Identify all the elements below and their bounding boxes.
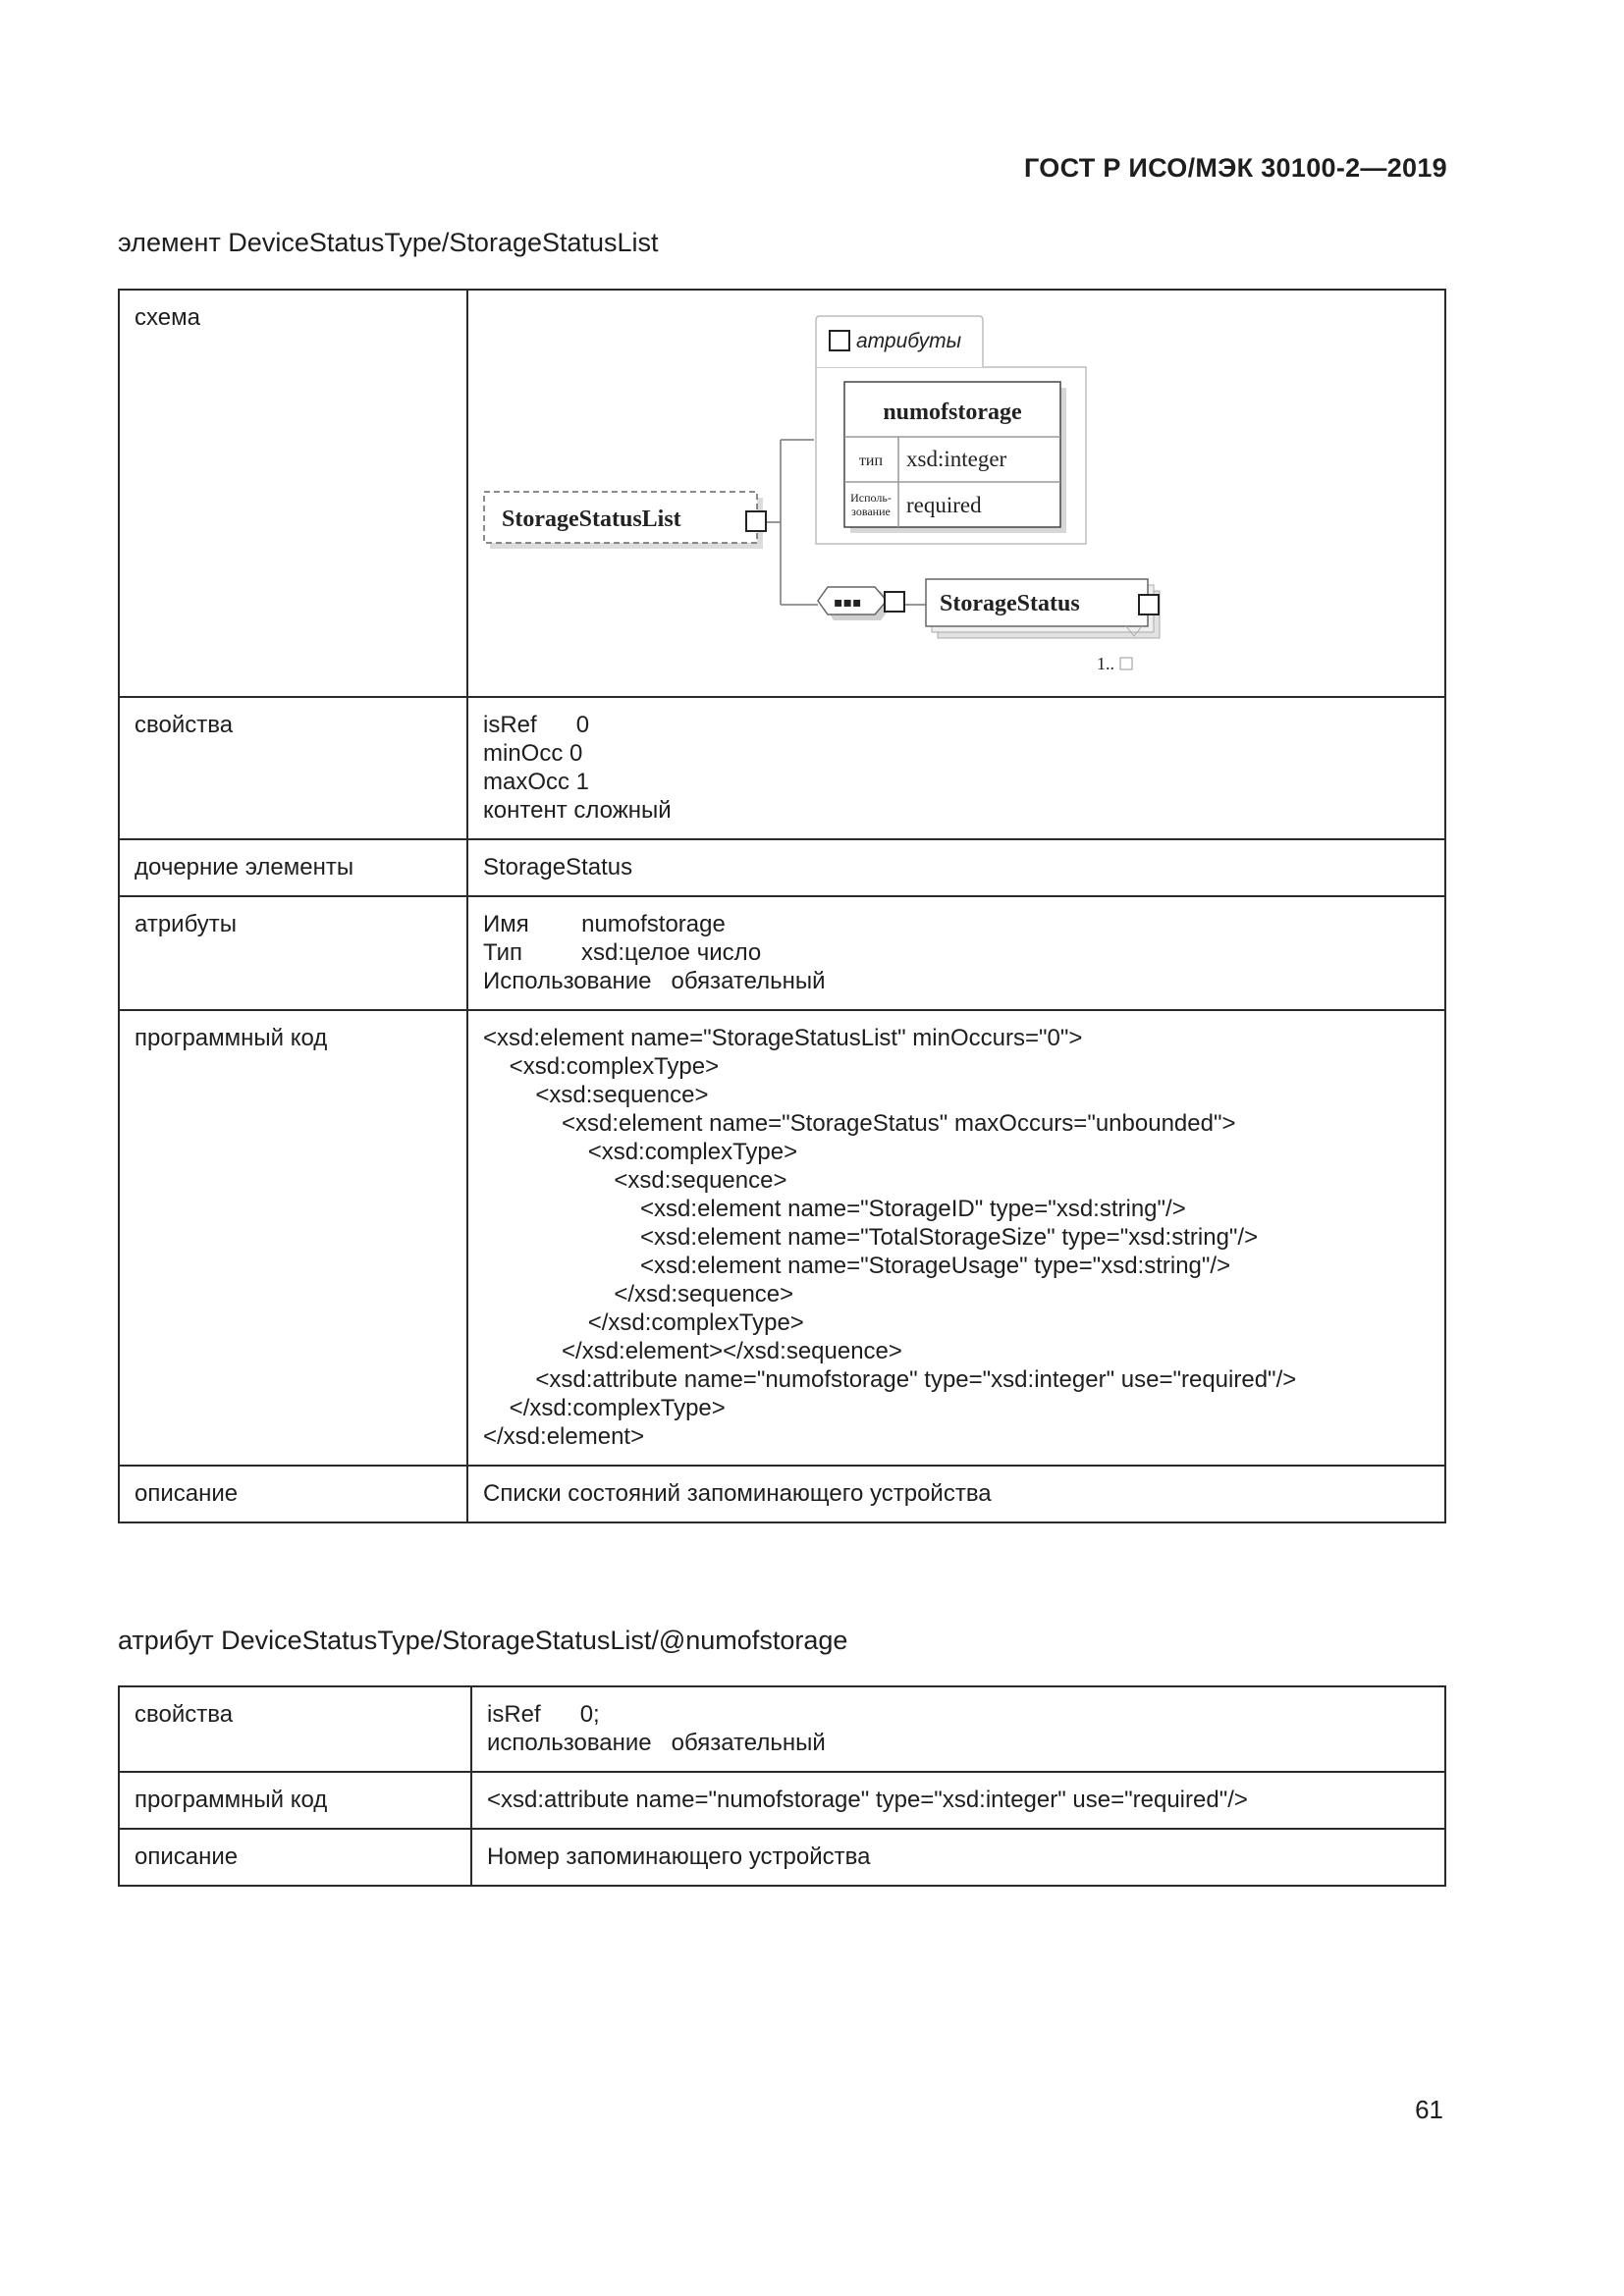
- schema-row: [119, 290, 1445, 697]
- children-label: дочерние элементы: [119, 839, 467, 896]
- attr-description-value: Номер запоминающего устройства: [471, 1829, 1445, 1886]
- attr-properties-label: свойства: [119, 1686, 471, 1772]
- attribute-usage-label-2: зование: [851, 505, 891, 518]
- attribute-name: numofstorage: [883, 400, 1022, 425]
- attributes-row: [119, 896, 1445, 1010]
- properties-label: свойства: [119, 697, 467, 839]
- code-line: </xsd:complexType>: [483, 1395, 726, 1421]
- description-row: [119, 1466, 1445, 1522]
- attr-code-value: <xsd:attribute name="numofstorage" type="xsd:integer" use="required"/>: [471, 1772, 1445, 1829]
- attr-description-row: [119, 1829, 1445, 1886]
- attr-properties-value: [471, 1686, 1445, 1772]
- code-line: </xsd:element>: [483, 1423, 645, 1450]
- root-element-node: [484, 492, 766, 549]
- sequence-symbol: ▪▪▪: [834, 595, 862, 611]
- child-element-node: [926, 579, 1160, 673]
- code-line: <xsd:element name="TotalStorageSize" type="xsd:string"/>: [483, 1224, 1259, 1251]
- attr-properties-row: [119, 1686, 1445, 1772]
- code-row: [119, 1010, 1445, 1466]
- document-standard-header: ГОСТ Р ИСО/МЭК 30100-2—2019: [1024, 153, 1447, 183]
- code-line: </xsd:sequence>: [483, 1281, 794, 1308]
- code-line: <xsd:element name="StorageStatus" maxOccurs="unbounded">: [483, 1110, 1236, 1137]
- attribute-line: Имя numofstorage: [483, 911, 726, 937]
- code-line: <xsd:element name="StorageID" type="xsd:string"/>: [483, 1196, 1186, 1222]
- attr-description-label: описание: [119, 1829, 471, 1886]
- attributes-expand-icon: [830, 331, 849, 350]
- code-line: <xsd:sequence>: [483, 1167, 787, 1194]
- code-line: <xsd:sequence>: [483, 1082, 709, 1108]
- attributes-tab-label: атрибуты: [856, 330, 962, 352]
- schema-diagram: [468, 291, 1450, 696]
- attribute-properties-table: [118, 1685, 1446, 1887]
- attribute-type-value: xsd:integer: [906, 447, 1007, 471]
- code-value: [467, 1010, 1445, 1466]
- attribute-line: Использование обязательный: [483, 968, 826, 994]
- attribute-usage-label-1: Исполь-: [850, 491, 892, 505]
- child-expand-icon: [1139, 595, 1159, 614]
- element-properties-table: [118, 289, 1446, 1523]
- property-line: контент сложный: [483, 797, 672, 824]
- properties-value: [467, 697, 1445, 839]
- attributes-label: атрибуты: [119, 896, 467, 1010]
- root-expand-icon: [746, 511, 766, 531]
- attr-property-line: использование обязательный: [487, 1730, 826, 1756]
- code-line: <xsd:complexType>: [483, 1139, 798, 1165]
- code-label: программный код: [119, 1010, 467, 1466]
- code-line: </xsd:element></xsd:sequence>: [483, 1338, 902, 1364]
- property-line: maxOcc 1: [483, 769, 590, 795]
- children-value: StorageStatus: [467, 839, 1445, 896]
- attr-code-label: программный код: [119, 1772, 471, 1829]
- schema-diagram-cell: [467, 290, 1445, 697]
- description-value: Списки состояний запоминающего устройства: [467, 1466, 1445, 1522]
- sequence-compositor: [818, 587, 904, 620]
- code-line: <xsd:element name="StorageStatusList" minOccurs="0">: [483, 1025, 1083, 1051]
- page-number: 61: [1415, 2095, 1443, 2124]
- code-line: <xsd:attribute name="numofstorage" type="xsd:integer" use="required"/>: [483, 1366, 1297, 1393]
- attribute-section-title: атрибут DeviceStatusType/StorageStatusList/@numofstorage: [118, 1626, 848, 1655]
- code-line: </xsd:complexType>: [483, 1309, 804, 1336]
- property-line: isRef 0: [483, 712, 590, 738]
- sequence-expand-icon: [885, 592, 904, 612]
- attr-code-row: [119, 1772, 1445, 1829]
- attribute-type-label: тип: [858, 453, 884, 469]
- code-line: <xsd:complexType>: [483, 1053, 720, 1080]
- properties-row: [119, 697, 1445, 839]
- description-label: описание: [119, 1466, 467, 1522]
- attribute-usage-value: required: [906, 493, 982, 517]
- root-element-name: StorageStatusList: [502, 507, 681, 532]
- attributes-value: [467, 896, 1445, 1010]
- property-line: minOcc 0: [483, 740, 583, 767]
- code-line: <xsd:element name="StorageUsage" type="xsd:string"/>: [483, 1253, 1231, 1279]
- element-section-title: элемент DeviceStatusType/StorageStatusList: [118, 228, 659, 257]
- attribute-line: Тип xsd:целое число: [483, 939, 762, 966]
- schema-label: схема: [119, 290, 467, 697]
- attributes-group: [816, 316, 1086, 544]
- child-cardinality: 1..: [1097, 654, 1114, 673]
- children-row: [119, 839, 1445, 896]
- child-element-name: StorageStatus: [940, 591, 1080, 616]
- attr-property-line: isRef 0;: [487, 1701, 600, 1728]
